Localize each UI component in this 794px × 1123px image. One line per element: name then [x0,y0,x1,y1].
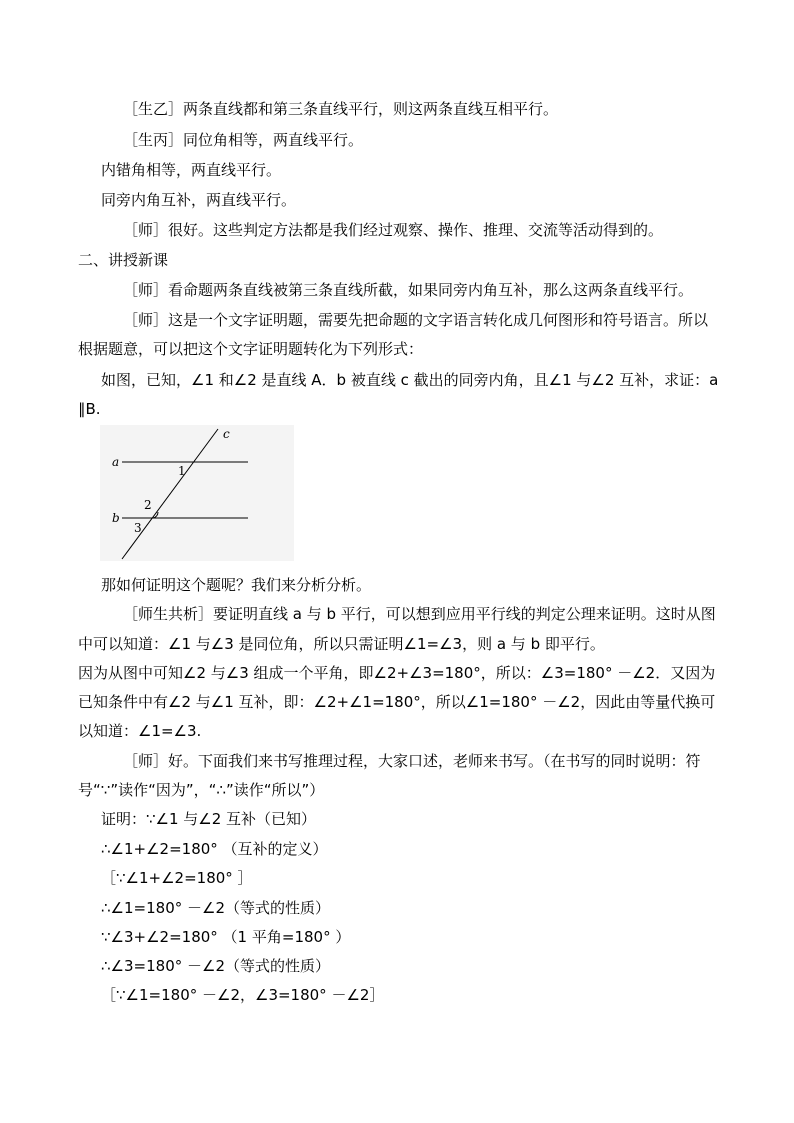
text-line-2: ［生丙］同位角相等，两直线平行。 [123,131,364,149]
geometry-figure [100,425,294,561]
text-line-14: 中可以知道：∠1 与∠3 是同位角，所以只需证明∠1=∠3，则 a 与 b 即平行。 [78,635,605,653]
text-line-17: 以知道：∠1=∠3. [78,722,202,740]
label-angle-2: 2 [144,498,152,512]
text-line-7: ［师］看命题两条直线被第三条直线所截，如果同旁内角互补，那么这两条直线平行。 [123,281,694,299]
proof-line-4: ∴∠1=180° －∠2（等式的性质） [101,899,330,917]
text-line-3: 内错角相等，两直线平行。 [101,161,282,179]
proof-line-2: ∴∠1+∠2=180° （互补的定义） [101,840,328,858]
text-line-18: ［师］好。下面我们来书写推理过程，大家口述，老师来书写。（在书写的同时说明：符 [123,752,701,770]
text-line-13: ［师生共析］要证明直线 a 与 b 平行，可以想到应用平行线的判定公理来证明。这时从图 [123,605,716,623]
proof-line-7: ［∵∠1=180° －∠2，∠3=180° －∠2］ [101,986,385,1004]
text-line-10: 如图，已知，∠1 和∠2 是直线 A．b 被直线 c 截出的同旁内角，且∠1 与∠2 互补，求证：a [101,371,719,389]
proof-line-5: ∵∠3+∠2=180° （1 平角=180° ） [101,928,351,946]
text-line-19: 号“∵”读作“因为”，“∴”读作“所以”） [78,781,325,799]
text-line-8: ［师］这是一个文字证明题，需要先把命题的文字语言转化成几何图形和符号语言。所以 [123,311,709,329]
text-line-4: 同旁内角互补，两直线平行。 [101,191,297,209]
label-c: c [223,427,230,441]
section-heading: 二、讲授新课 [78,251,169,269]
proof-line-6: ∴∠3=180° －∠2（等式的性质） [101,957,330,975]
text-line-15: 因为从图中可知∠2 与∠3 组成一个平角，即∠2+∠3=180°，所以：∠3=180° －∠2．又因为 [78,664,716,682]
figure-background [100,425,294,561]
label-angle-3: 3 [134,521,142,535]
text-line-16: 已知条件中有∠2 与∠1 互补，即：∠2+∠1=180°，所以∠1=180° －∠2，因此由等量代换可 [78,693,716,711]
text-line-9: 根据题意，可以把这个文字证明题转化为下列形式： [78,340,424,358]
text-line-12: 那如何证明这个题呢？我们来分析分析。 [101,576,372,594]
label-angle-1: 1 [178,464,186,478]
label-b: b [112,511,120,525]
text-line-1: ［生乙］两条直线都和第三条直线平行，则这两条直线互相平行。 [123,100,559,118]
label-a: a [112,455,120,469]
proof-line-1: 证明：∵∠1 与∠2 互补（已知） [101,810,317,828]
parallel-lines-diagram [100,425,294,561]
proof-line-3: ［∵∠1+∠2=180° ］ [101,869,253,887]
text-line-5: ［师］很好。这些判定方法都是我们经过观察、操作、推理、交流等活动得到的。 [123,221,664,239]
text-line-11: ∥B. [78,400,101,418]
